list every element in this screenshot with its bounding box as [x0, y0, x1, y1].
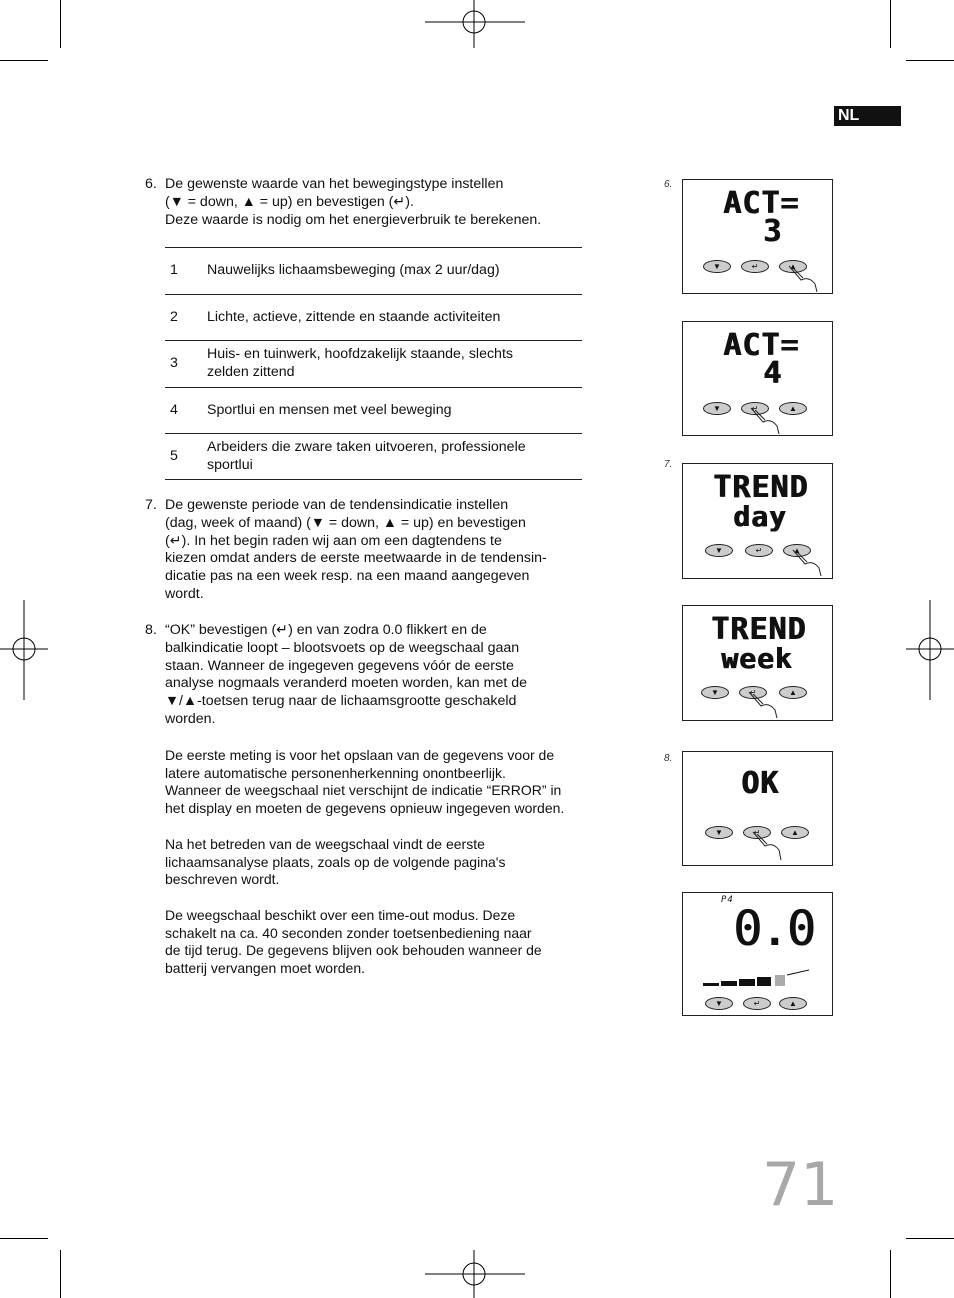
progress-bar-indicator	[703, 969, 813, 989]
up-button[interactable]: ▲	[779, 997, 807, 1010]
lcd-user-indicator: P4	[721, 895, 734, 905]
crop-mark	[890, 1250, 891, 1298]
activity-description: Sportlui en mensen met veel beweging	[207, 401, 452, 418]
enter-button[interactable]: ↵	[743, 997, 771, 1010]
crop-mark	[906, 60, 954, 61]
lcd-line-1: OK	[741, 766, 780, 801]
lcd-line-2: 3	[763, 214, 783, 249]
display-panel	[682, 179, 833, 294]
finger-press-icon	[749, 406, 783, 436]
step-8	[145, 622, 585, 729]
finger-press-icon	[787, 264, 821, 294]
activity-table	[165, 247, 582, 480]
down-button[interactable]: ▼	[703, 402, 731, 415]
activity-description: Lichte, actieve, zittende en staande activiteiten	[207, 308, 501, 325]
crop-mark	[60, 0, 61, 48]
down-button[interactable]: ▼	[705, 997, 733, 1010]
lcd-line-1: TREND	[713, 470, 809, 505]
up-button[interactable]: ▲	[779, 260, 807, 273]
note-paragraph: De eerste meting is voor het opslaan van de gegevens voor de latere automatische personenherkenning onontbeerlijk. Wanneer de weegschaal niet verschijnt de indicatie “ERROR” in het display en moeten de gegevens opnieuw ingegeven worden.	[165, 747, 565, 816]
up-button[interactable]: ▲	[779, 402, 807, 415]
crop-mark	[0, 60, 48, 61]
enter-button[interactable]: ↵	[739, 686, 767, 699]
down-button[interactable]: ▼	[703, 260, 731, 273]
display-panel	[682, 321, 833, 436]
crop-mark	[60, 1250, 61, 1298]
table-row	[165, 247, 582, 294]
table-row	[165, 433, 582, 479]
down-button[interactable]: ▼	[705, 826, 733, 839]
table-row	[165, 340, 582, 387]
enter-button[interactable]: ↵	[741, 402, 769, 415]
lcd-line-2: week	[721, 642, 793, 675]
crop-mark	[890, 0, 891, 48]
activity-description: Nauwelijks lichaamsbeweging (max 2 uur/dag)	[207, 262, 500, 279]
enter-button[interactable]: ↵	[743, 826, 771, 839]
registration-mark-left	[0, 600, 48, 700]
figure-label: 6.	[664, 179, 673, 190]
lcd-weight-readout: 0.0	[733, 901, 814, 957]
lcd-line-1: ACT=	[723, 186, 800, 221]
step-text: “OK” bevestigen (↵) en van zodra 0.0 flikkert en de balkindicatie loopt – blootsvoets op de weegschaal gaan staan. Wanneer de ingegeven gegevens vóór de eerste analyse nogmaals veranderd moeten worden, kan met de ▼/▲-toetsen terug naar de lichaamsgrootte geschakeld worden.	[165, 622, 527, 727]
registration-mark-right	[906, 600, 954, 700]
step-text: De gewenste periode van de tendensindicatie instellen (dag, week of maand) (▼ = down, ▲ = up) en bevestigen (↵). In het begin raden wij aan om een dagtendens te kiezen omdat anders de eerste meetwaarde in de tendensin- dicatie pas na een week resp. na een maand aangegeven wordt.	[165, 497, 547, 602]
crop-mark	[906, 1238, 954, 1239]
step-7	[145, 497, 585, 604]
registration-mark-bottom	[425, 1250, 525, 1298]
step-number: 7.	[145, 497, 157, 513]
figure-label: 7.	[664, 459, 673, 470]
lcd-line-2: day	[733, 500, 787, 533]
activity-description: Arbeiders die zware taken uitvoeren, professionele sportlui	[207, 438, 526, 473]
note-paragraph: De weegschaal beschikt over een time-out modus. Deze schakelt na ca. 40 seconden zonder toetsenbediening naar de tijd terug. De gegevens blijven ook behouden wanneer de batterij vervangen moet worden.	[165, 907, 542, 976]
crop-mark	[0, 1238, 48, 1239]
lcd-line-1: ACT=	[723, 328, 800, 363]
display-panel	[682, 463, 833, 579]
up-button[interactable]: ▲	[779, 686, 807, 699]
lcd-line-2: 4	[763, 356, 783, 391]
enter-button[interactable]: ↵	[745, 544, 773, 557]
activity-level: 4	[170, 401, 178, 418]
figure-label: 8.	[664, 753, 673, 764]
activity-level: 1	[170, 262, 178, 279]
activity-level: 3	[170, 355, 178, 372]
finger-press-icon	[791, 548, 825, 578]
page-number: 71	[762, 1150, 839, 1220]
table-bottom-rule	[165, 479, 582, 480]
down-button[interactable]: ▼	[701, 686, 729, 699]
table-row	[165, 294, 582, 340]
registration-mark-top	[425, 0, 525, 48]
finger-press-icon	[751, 830, 785, 864]
down-button[interactable]: ▼	[705, 544, 733, 557]
step-number: 8.	[145, 622, 157, 638]
up-button[interactable]: ▲	[783, 544, 811, 557]
display-panel	[682, 751, 833, 866]
activity-level: 5	[170, 447, 178, 464]
enter-button[interactable]: ↵	[741, 260, 769, 273]
step-6	[145, 176, 585, 229]
step-number: 6.	[145, 176, 157, 192]
activity-description: Huis- en tuinwerk, hoofdzakelijk staande, slechts zelden zittend	[207, 346, 513, 380]
note-paragraph: Na het betreden van de weegschaal vindt de eerste lichaamsanalyse plaats, zoals op de volgende pagina's beschreven wordt.	[165, 836, 506, 888]
finger-press-icon	[747, 690, 781, 720]
step-text: De gewenste waarde van het bewegingstype instellen (▼ = down, ▲ = up) en bevestigen (↵). Deze waarde is nodig om het energieverbruik te berekenen.	[165, 176, 542, 228]
activity-level: 2	[170, 308, 178, 325]
display-panel	[682, 892, 833, 1016]
lcd-line-1: TREND	[711, 612, 807, 647]
display-panel	[682, 605, 833, 721]
up-button[interactable]: ▲	[781, 826, 809, 839]
language-tab: NL	[834, 106, 901, 126]
table-row	[165, 387, 582, 433]
